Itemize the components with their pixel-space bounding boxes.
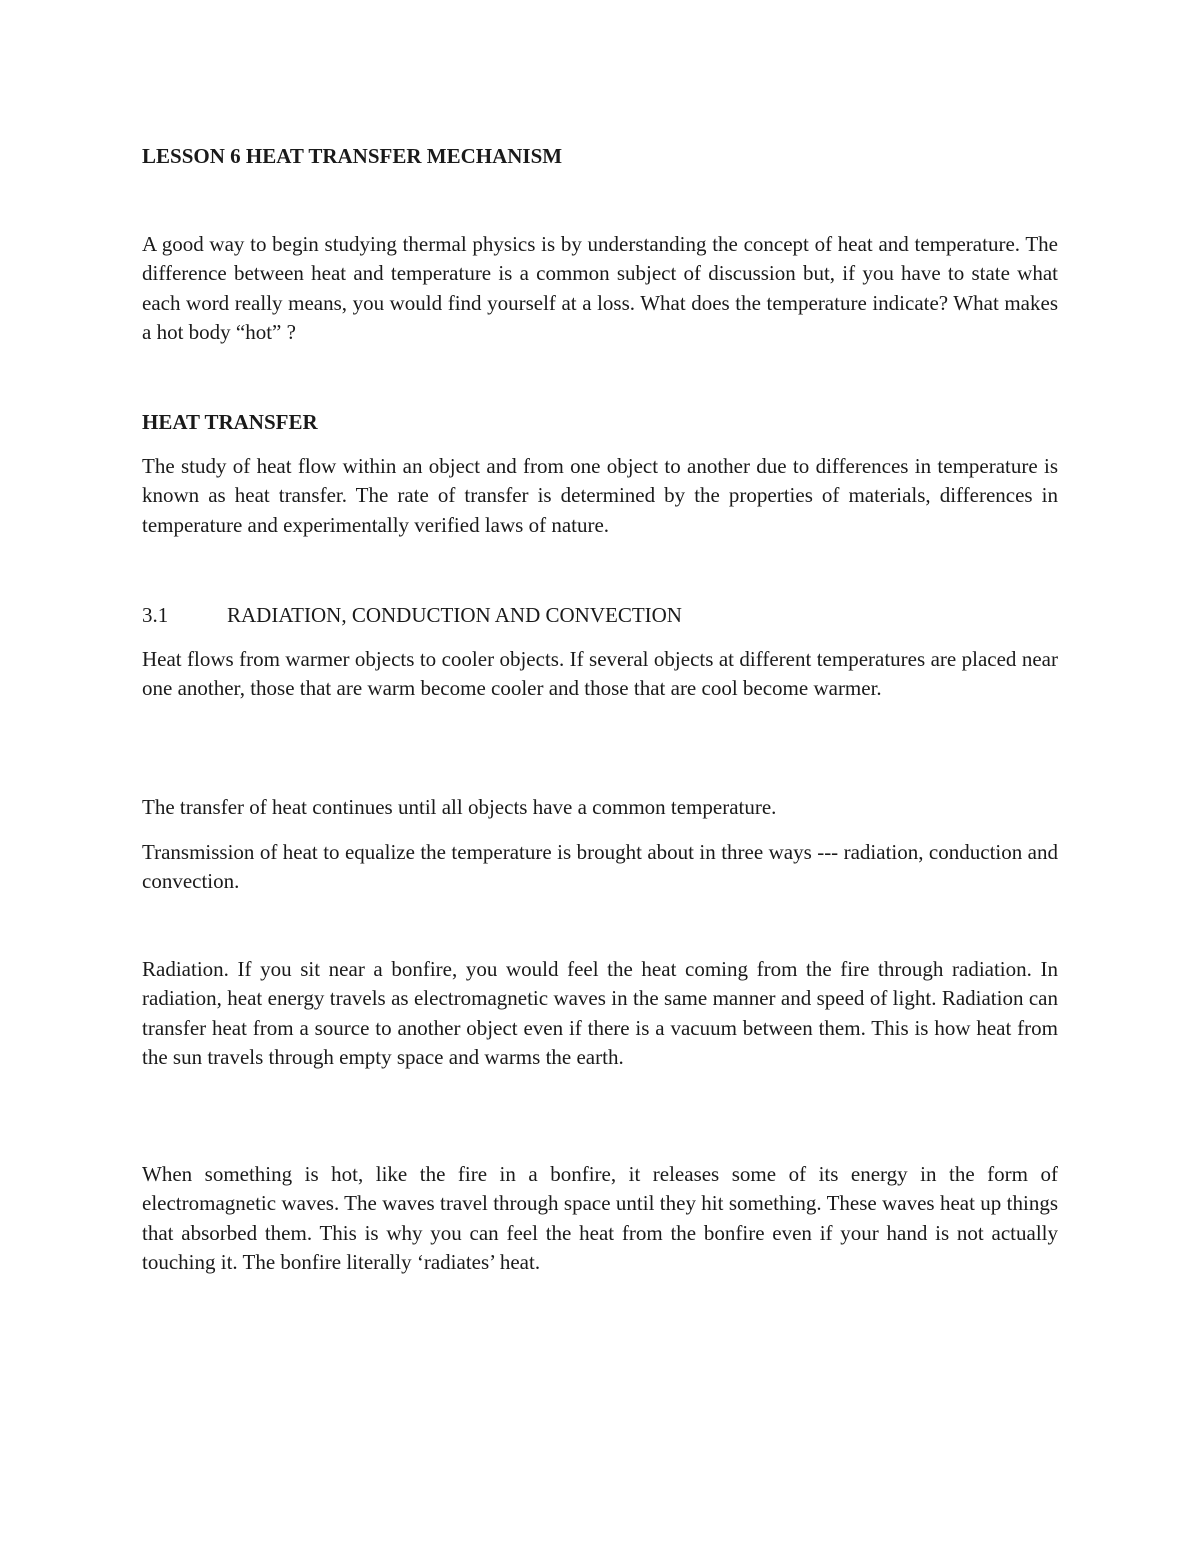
section-number: 3.1	[142, 603, 169, 627]
section-title: RADIATION, CONDUCTION AND CONVECTION	[227, 603, 682, 627]
radiation-paragraph: Radiation. If you sit near a bonfire, you would feel the heat coming from the fire through radiation. In radiation, heat energy travels as electromagnetic waves in the same manner and speed of light. Radiation can transfer heat from a source to another object even if there is a vacuum between them. This is how heat from the sun travels through empty space and warms the earth.	[142, 957, 1058, 1070]
transmission-paragraph: Transmission of heat to equalize the temperature is brought about in three ways --- radiation, conduction and convection.	[142, 840, 1058, 894]
heat-flow-paragraph: Heat flows from warmer objects to cooler objects. If several objects at different temperatures are placed near one another, those that are warm become cooler and those that are cool become warmer.	[142, 647, 1058, 701]
intro-paragraph: A good way to begin studying thermal physics is by understanding the concept of heat and temperature. The difference between heat and temperature is a common subject of discussion but, if you have to state what each word really means, you would find yourself at a loss. What does the temperature indicate? What makes a hot body “hot” ?	[142, 232, 1058, 345]
heat-continues-paragraph: The transfer of heat continues until all objects have a common temperature.	[142, 795, 777, 819]
heat-transfer-heading: HEAT TRANSFER	[142, 410, 318, 434]
document-title: LESSON 6 HEAT TRANSFER MECHANISM	[142, 144, 563, 168]
section-heading	[142, 601, 1058, 630]
heat-transfer-paragraph: The study of heat flow within an object and from one object to another due to differences in temperature is known as heat transfer. The rate of transfer is determined by the properties of materials, differences in temperature and experimentally verified laws of nature.	[142, 454, 1058, 537]
hot-object-paragraph: When something is hot, like the fire in a bonfire, it releases some of its energy in the form of electromagnetic waves. The waves travel through space until they hit something. These waves heat up things that absorbed them. This is why you can feel the heat from the bonfire even if your hand is not actually touching it. The bonfire literally ‘radiates’ heat.	[142, 1162, 1058, 1275]
